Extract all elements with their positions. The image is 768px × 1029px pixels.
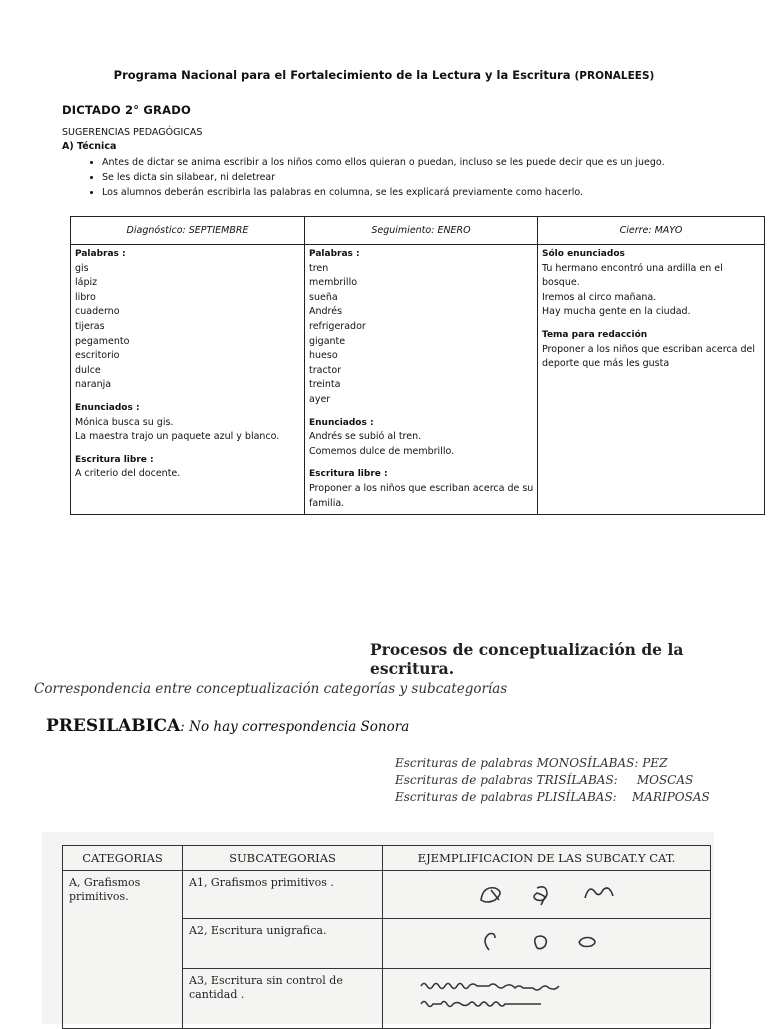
word: tijeras	[75, 320, 105, 332]
sentence: Iremos al circo mañana.	[542, 291, 657, 303]
subcategory-a3: A3, Escritura sin control de cantidad .	[183, 969, 383, 1029]
example-word: PEZ	[642, 756, 668, 770]
example-label: Escrituras de palabras PLISÍLABAS:	[395, 790, 617, 804]
sentence: Tu hermano encontró una ardilla en el bosque.	[542, 262, 723, 289]
scribble-sample-a3	[417, 974, 677, 1014]
word: treinta	[309, 379, 341, 391]
header-diagnostic: Diagnóstico: SEPTIEMBRE	[71, 217, 305, 245]
topic-text: Proponer a los niños que escriban acerca del deporte que más les gusta	[542, 343, 755, 370]
closing-cell	[538, 245, 765, 515]
dictation-plan-table	[70, 216, 765, 515]
title-acronym: (PRONALEES)	[574, 70, 655, 82]
list-item: • Antes de dictar se anima escribir a los niños como ellos quieran o puedan, incluso se les puede decir que es un juego.	[102, 155, 665, 170]
words-label: Palabras :	[309, 249, 360, 259]
word: sueña	[309, 291, 338, 303]
presilabica-label: PRESILABICA	[46, 716, 181, 736]
word: naranja	[75, 379, 112, 391]
sentence: Andrés se subió al tren.	[309, 431, 422, 443]
process-heading: Procesos de conceptualización de la escritura.	[370, 640, 684, 678]
example-word: MOSCAS	[636, 773, 694, 787]
categories-table	[62, 845, 711, 1029]
word: cuaderno	[75, 306, 120, 318]
suggestions-heading: SUGERENCIAS PEDAGÓGICAS	[62, 127, 203, 138]
sentences-label: Enunciados :	[309, 417, 374, 428]
word: Andrés	[309, 306, 343, 318]
topic-label: Tema para redacción	[542, 329, 648, 340]
scribble-sample-a2	[467, 924, 627, 958]
free-writing-label: Escritura libre :	[75, 454, 154, 465]
correspondence-subtitle: Correspondencia entre conceptualización categorías y subcategorías	[34, 681, 508, 697]
sentence: Mónica busca su gis.	[75, 416, 174, 428]
sentences-label: Enunciados :	[75, 402, 140, 413]
free-writing-label: Escritura libre :	[309, 469, 388, 480]
header-examples: EJEMPLIFICACION DE LAS SUBCAT.Y CAT.	[383, 846, 711, 871]
sentence: Hay mucha gente en la ciudad.	[542, 306, 691, 318]
followup-cell	[305, 245, 538, 515]
word: libro	[75, 291, 96, 303]
sample-a2	[383, 919, 711, 969]
presilabica-desc: : No hay correspondencia Sonora	[180, 719, 410, 735]
example-row	[395, 755, 710, 772]
category-a: A, Grafismos primitivos.	[63, 871, 183, 1029]
technique-list	[70, 155, 665, 200]
word: lápiz	[75, 277, 98, 289]
example-row	[395, 772, 710, 789]
scribble-sample-a1	[467, 876, 627, 912]
example-label: Escrituras de palabras TRISÍLABAS:	[395, 773, 618, 787]
word: hueso	[309, 350, 338, 362]
word: gis	[75, 262, 89, 274]
word-examples	[395, 755, 710, 806]
word: escritorio	[75, 350, 120, 362]
free-writing-text: A criterio del docente.	[75, 468, 181, 480]
sentence: La maestra trajo un paquete azul y blanco.	[75, 431, 280, 443]
words-label: Palabras :	[75, 249, 126, 259]
word: refrigerador	[309, 320, 366, 332]
document-title	[0, 68, 768, 82]
example-label: Escrituras de palabras MONOSÍLABAS:	[395, 756, 639, 770]
sample-a3	[383, 969, 711, 1029]
header-followup: Seguimiento: ENERO	[305, 217, 538, 245]
header-categories: CATEGORIAS	[63, 846, 183, 871]
word: dulce	[75, 364, 101, 376]
word: gigante	[309, 335, 346, 347]
word: tren	[309, 262, 329, 274]
example-word: MARIPOSAS	[632, 790, 710, 804]
word: membrillo	[309, 277, 358, 289]
word: tractor	[309, 364, 342, 376]
list-item: • Los alumnos deberán escribirla las palabras en columna, se les explicará previamente como hacerlo.	[102, 185, 665, 200]
subcategory-a2: A2, Escritura unigrafica.	[183, 919, 383, 969]
grade-heading: DICTADO 2° GRADO	[62, 103, 191, 117]
word: pegamento	[75, 335, 130, 347]
sentence: Comemos dulce de membrillo.	[309, 445, 455, 457]
technique-heading: A) Técnica	[62, 141, 117, 152]
header-closing: Cierre: MAYO	[538, 217, 765, 245]
sample-a1	[383, 871, 711, 919]
sentences-label: Sólo enunciados	[542, 249, 625, 259]
diagnostic-cell	[71, 245, 305, 515]
presilabica-line	[46, 716, 409, 736]
header-subcategories: SUBCATEGORIAS	[183, 846, 383, 871]
word: ayer	[309, 393, 331, 405]
list-item: • Se les dicta sin silabear, ni deletrear	[102, 170, 665, 185]
subcategory-a1: A1, Grafismos primitivos .	[183, 871, 383, 919]
title-text: Programa Nacional para el Fortalecimiento de la Lectura y la Escritura	[113, 68, 571, 82]
free-writing-text: Proponer a los niños que escriban acerca de su familia.	[309, 482, 534, 509]
example-row	[395, 789, 710, 806]
